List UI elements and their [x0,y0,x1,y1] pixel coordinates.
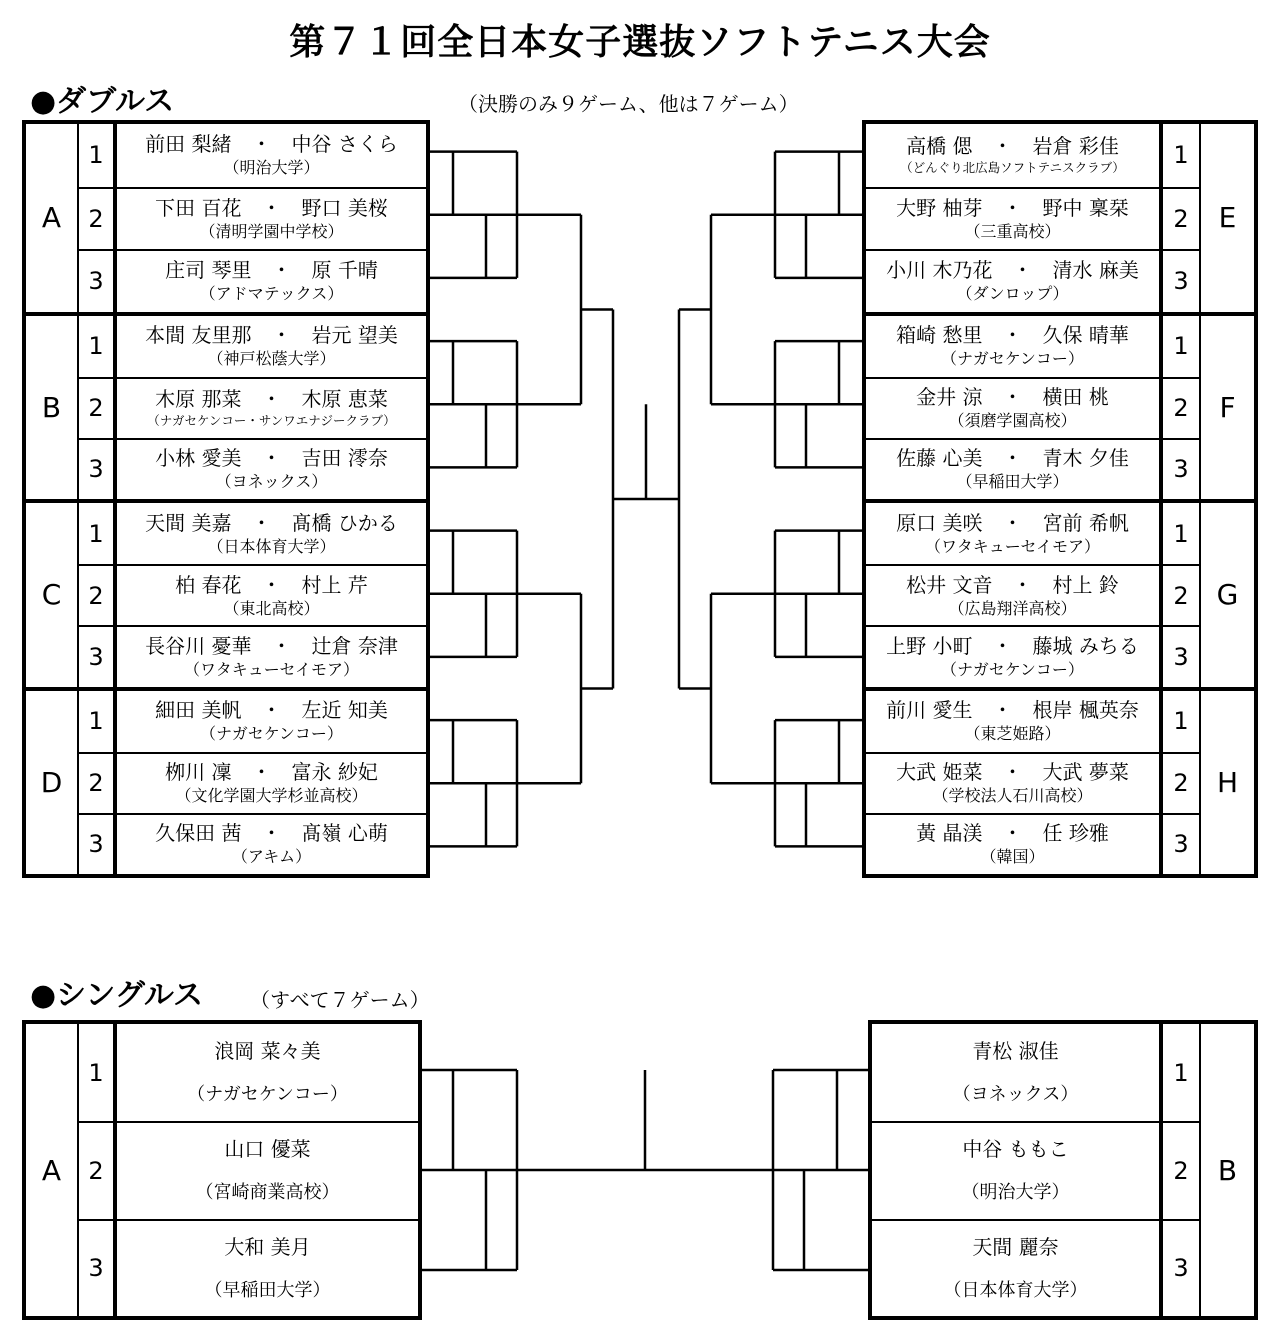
seed-number: 3 [1163,813,1201,874]
team-club: （ワタキューセイモア） [924,536,1101,556]
group-letter: H [1216,765,1239,799]
player-cell [117,1024,418,1121]
group-letter: G [1216,578,1239,612]
team-cell [866,625,1163,686]
singles-group-b [872,1024,1254,1316]
team-cell [117,124,426,187]
group-letter: B [26,316,79,500]
doubles-group-b [26,312,426,500]
seed-number: 2 [1163,377,1201,438]
seed-number: 1 [79,316,117,377]
team-cell [866,503,1163,564]
player-name: 天間 麗奈 [972,1234,1059,1259]
team-club: （ナガセケンコー・サンワエナジークラブ） [147,413,396,429]
team-names: 本間 友里那 ・ 岩元 望美 [145,323,398,348]
group-letter: A [26,1024,79,1316]
doubles-group-e [866,124,1254,312]
team-cell [866,124,1163,187]
team-cell [866,377,1163,438]
team-club: （東北高校） [223,598,320,618]
group-letter: C [26,503,79,687]
seed-number: 2 [1163,1121,1201,1218]
team-cell [866,438,1163,499]
seed-number: 1 [1163,1024,1201,1121]
singles-bracket-right [868,1020,1258,1320]
doubles-bracket-left [22,120,430,878]
team-club: （どんぐり北広島ソフトテニスクラブ） [900,160,1125,176]
player-club: （早稲田大学） [204,1279,331,1301]
team-names: 久保田 茜 ・ 髙嶺 心萌 [155,821,388,846]
team-club: （広島翔洋高校） [948,598,1077,618]
seed-number: 2 [1163,752,1201,813]
seed-number: 1 [1163,691,1201,752]
singles-group-a [26,1024,418,1316]
team-cell [866,187,1163,250]
team-names: 細田 美帆 ・ 左近 知美 [155,698,388,723]
team-club: （神戸松蔭大学） [207,349,336,369]
team-cell [866,249,1163,312]
seed-number: 2 [79,377,117,438]
singles-note: （すべて７ゲーム） [250,988,430,1012]
seed-number: 3 [79,1219,117,1316]
team-club: （ナガセケンコー） [941,659,1084,679]
team-club: （清明学園中学校） [199,221,344,241]
team-club: （須磨学園高校） [948,411,1077,431]
team-cell [866,691,1163,752]
team-cell [866,813,1163,874]
seed-number: 3 [1163,249,1201,312]
seed-number: 2 [1163,187,1201,250]
player-club: （日本体育大学） [943,1279,1088,1301]
group-letter: B [1217,1153,1238,1187]
team-club: （ナガセケンコー） [200,724,343,744]
team-names: 栁川 凜 ・ 富永 紗妃 [165,760,378,785]
team-names: 箱崎 愁里 ・ 久保 晴華 [896,323,1129,348]
seed-number: 2 [79,187,117,250]
team-names: 前田 梨緒 ・ 中谷 さくら [145,132,398,157]
team-cell [117,438,426,499]
doubles-group-a [26,124,426,312]
team-club: （アキム） [231,847,312,867]
team-cell [117,564,426,625]
player-club: （ナガセケンコー） [187,1083,348,1105]
group-letter: A [26,124,79,312]
player-name: 大和 美月 [224,1234,311,1259]
team-names: 前川 愛生 ・ 根岸 楓英奈 [886,698,1139,723]
team-cell [117,813,426,874]
team-cell [117,625,426,686]
seed-number: 3 [79,249,117,312]
player-name: 山口 優菜 [224,1137,311,1162]
team-names: 下田 百花 ・ 野口 美桜 [155,195,388,220]
team-club: （明治大学） [223,158,320,178]
doubles-group-h [866,687,1254,875]
player-cell [872,1024,1163,1121]
group-letter: F [1219,390,1236,424]
seed-number: 1 [1163,316,1201,377]
seed-number: 1 [79,691,117,752]
team-club: （アドマテックス） [199,284,344,304]
doubles-group-f [866,312,1254,500]
team-cell [866,316,1163,377]
team-cell [117,377,426,438]
team-names: 高橋 偲 ・ 岩倉 彩佳 [906,134,1119,159]
page-title: 第７１回全日本女子選抜ソフトテニス大会 [289,22,991,63]
team-cell [117,752,426,813]
seed-number: 3 [1163,1219,1201,1316]
seed-number: 1 [1163,503,1201,564]
team-club: （ナガセケンコー） [941,349,1084,369]
seed-number: 1 [79,503,117,564]
player-name: 浪岡 菜々美 [214,1038,321,1063]
team-club: （韓国） [980,847,1045,867]
team-cell [117,691,426,752]
doubles-group-g [866,499,1254,687]
player-cell [872,1121,1163,1218]
player-cell [117,1121,418,1218]
team-names: 小川 木乃花 ・ 清水 麻美 [886,258,1139,283]
team-club: （学校法人石川高校） [932,786,1093,806]
team-names: 木原 那菜 ・ 木原 恵菜 [155,387,388,412]
team-names: 大野 柚芽 ・ 野中 稟栞 [896,195,1129,220]
team-club: （ダンロップ） [956,284,1069,304]
team-names: 佐藤 心美 ・ 青木 夕佳 [896,446,1129,471]
player-cell [117,1219,418,1316]
team-club: （早稲田大学） [956,472,1069,492]
doubles-note: （決勝のみ９ゲーム、他は７ゲーム） [458,92,799,116]
team-cell [117,249,426,312]
team-names: 上野 小町 ・ 藤城 みちる [886,633,1139,658]
team-names: 大武 姫菜 ・ 大武 夢菜 [896,760,1129,785]
team-club: （東芝姫路） [964,724,1061,744]
team-names: 原口 美咲 ・ 宮前 希帆 [896,510,1129,535]
team-club: （ワタキューセイモア） [183,659,360,679]
player-club: （明治大学） [961,1182,1070,1204]
group-letter: D [26,691,79,875]
seed-number: 3 [79,438,117,499]
team-cell [117,316,426,377]
seed-number: 2 [79,564,117,625]
team-names: 柏 春花 ・ 村上 芹 [175,572,368,597]
team-cell [117,503,426,564]
singles-heading: ●シングルス [30,978,204,1013]
team-names: 金井 涼 ・ 横田 桃 [916,385,1109,410]
team-club: （三重高校） [964,221,1061,241]
team-club: （日本体育大学） [207,536,336,556]
player-club: （ヨネックス） [952,1083,1079,1105]
doubles-bracket-right [862,120,1258,878]
seed-number: 1 [1163,124,1201,187]
doubles-group-c [26,499,426,687]
team-names: 長谷川 憂華 ・ 辻倉 奈津 [145,633,398,658]
team-names: 松井 文音 ・ 村上 鈴 [906,572,1119,597]
doubles-heading: ●ダブルス [30,84,175,119]
seed-number: 3 [1163,438,1201,499]
doubles-group-d [26,687,426,875]
team-names: 庄司 琴里 ・ 原 千晴 [165,258,378,283]
seed-number: 2 [79,752,117,813]
seed-number: 3 [79,625,117,686]
team-cell [866,564,1163,625]
team-club: （ヨネックス） [215,472,328,492]
seed-number: 2 [1163,564,1201,625]
group-letter: E [1218,201,1237,235]
seed-number: 3 [79,813,117,874]
singles-bracket-left [22,1020,422,1320]
team-club: （文化学園大学杉並高校） [175,786,368,806]
player-club: （宮崎商業高校） [195,1182,340,1204]
seed-number: 3 [1163,625,1201,686]
player-name: 中谷 ももこ [962,1137,1069,1162]
seed-number: 1 [79,124,117,187]
team-names: 小林 愛美 ・ 吉田 澪奈 [155,446,388,471]
team-names: 天間 美嘉 ・ 髙橋 ひかる [145,510,398,535]
team-names: 黃 晶渼 ・ 任 珍雅 [916,821,1109,846]
seed-number: 2 [79,1121,117,1218]
seed-number: 1 [79,1024,117,1121]
team-cell [117,187,426,250]
player-name: 青松 淑佳 [972,1038,1059,1063]
player-cell [872,1219,1163,1316]
team-cell [866,752,1163,813]
